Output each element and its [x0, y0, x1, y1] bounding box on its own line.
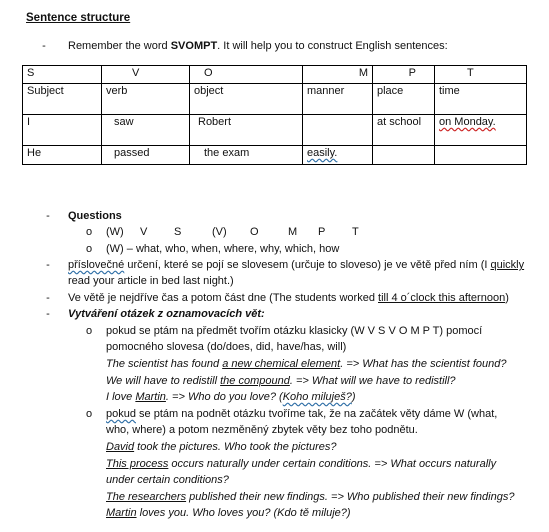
table-cell: verb	[102, 84, 190, 115]
circle-bullet-icon: o	[85, 243, 93, 255]
example-text: occurs naturally under certain conditions. => What occurs naturally	[168, 458, 497, 470]
table-row-labels	[23, 84, 527, 115]
sub2-line2: who, where) a potom nezměněný zbytek věty bez toho podnětu.	[106, 424, 418, 436]
example-subject: The researchers	[106, 491, 187, 503]
intro-suffix: . It will help you to construct English sentences:	[217, 40, 448, 52]
circle-bullet-icon: o	[85, 408, 93, 420]
example-line	[106, 375, 456, 387]
adverb-note-line2: read your article in bed last night.)	[68, 275, 234, 287]
table-cell	[435, 146, 527, 165]
example-object: a new chemical element	[222, 358, 341, 370]
time-note	[68, 292, 509, 304]
example-subject: David	[106, 441, 135, 453]
sub1-line1: pokud se ptám na předmět tvořím otázku klasicky (W V S V O M P T) pomocí	[106, 325, 483, 337]
table-cell: T	[435, 66, 527, 84]
table-cell: the exam	[190, 146, 303, 165]
example-text: I love	[106, 391, 136, 403]
table-cell: passed	[102, 146, 190, 165]
example-text: loves you. Who loves you? (Kdo tě miluje?)	[136, 507, 351, 519]
intro-prefix: Remember the word	[68, 40, 171, 52]
table-cell: manner	[303, 84, 373, 115]
table-cell: saw	[102, 115, 190, 146]
question-words-line: (W) – what, who, when, where, why, which, how	[106, 243, 340, 255]
example-line	[106, 358, 507, 370]
example-subject: Martin	[106, 507, 137, 519]
example-text: . => Who do you love? (	[165, 391, 283, 403]
dash-bullet: -	[42, 40, 46, 52]
sub2-text: se ptám na podnět otázku tvoříme tak, že na začátek věty dáme W (what,	[135, 408, 498, 420]
question-order-item: T	[352, 226, 359, 238]
time-text-end: )	[505, 292, 509, 304]
question-order-line	[106, 226, 359, 238]
example-line	[106, 458, 496, 470]
questions-heading: Questions	[68, 210, 122, 222]
table-row	[23, 115, 527, 146]
question-order-item: S	[174, 226, 182, 238]
question-order-item: M	[288, 226, 298, 238]
table-cell: easily.	[303, 146, 373, 165]
example-object: the compound	[220, 375, 290, 387]
example-text: We will have to redistill	[106, 375, 221, 387]
section-heading: Vytváření otázek z oznamovacích vět:	[68, 308, 265, 320]
example-text: . => What will we have to redistill?	[289, 375, 456, 387]
question-order-item: (V)	[212, 226, 227, 238]
adverb-note	[68, 259, 524, 271]
table-cell: object	[190, 84, 303, 115]
table-row	[23, 146, 527, 165]
table-cell: time	[435, 84, 527, 115]
example-text: published their new findings. => Who published their new findings?	[186, 491, 515, 503]
table-row-letters	[23, 66, 527, 84]
sub1-line2: pomocného slovesa (do/does, did, have/has, will)	[106, 341, 347, 353]
question-order-item: (W)	[106, 226, 124, 238]
adverb-text: určení, které se pojí se slovesem (určuje to sloveso) je ve větě před ním (I	[124, 259, 491, 271]
example-text: )	[351, 391, 356, 403]
dash-bullet: -	[46, 210, 50, 222]
question-order-item: P	[318, 226, 326, 238]
table-cell: S	[23, 66, 102, 84]
page-title: Sentence structure	[26, 12, 131, 24]
question-order-item: O	[250, 226, 259, 238]
table-cell	[303, 115, 373, 146]
sub2-line1	[106, 408, 497, 420]
example-text: The scientist has found	[106, 358, 223, 370]
time-example: till 4 o´clock this afternoon	[378, 292, 506, 304]
table-cell: He	[23, 146, 102, 165]
example-text: took the pictures. Who took the pictures?	[134, 441, 337, 453]
dash-bullet: -	[46, 308, 50, 320]
table-cell	[373, 146, 435, 165]
table-cell: place	[373, 84, 435, 115]
table-cell: O	[190, 66, 303, 84]
dash-bullet: -	[46, 292, 50, 304]
dash-bullet: -	[46, 259, 50, 271]
table-cell: at school	[373, 115, 435, 146]
table-cell: Subject	[23, 84, 102, 115]
example-text: . => What has the scientist found?	[340, 358, 507, 370]
example-translation: Koho miluješ?	[282, 391, 352, 403]
table-cell: P	[373, 66, 435, 84]
example-line	[106, 441, 337, 453]
table-cell: Robert	[190, 115, 303, 146]
example-line	[106, 491, 514, 503]
question-order-item: V	[140, 226, 148, 238]
example-line-continued: under certain conditions?	[106, 474, 229, 486]
circle-bullet-icon: o	[85, 226, 93, 238]
example-line	[106, 507, 351, 519]
intro-text	[68, 40, 448, 52]
example-line	[106, 391, 355, 403]
table-cell: I	[23, 115, 102, 146]
circle-bullet-icon: o	[85, 325, 93, 337]
table-cell: V	[102, 66, 190, 84]
adverb-example: quickly	[490, 259, 525, 271]
time-text: Ve větě je nejdříve čas a potom část dne (The students worked	[68, 292, 379, 304]
svompt-word: SVOMPT	[170, 40, 218, 52]
example-subject: This process	[106, 458, 169, 470]
adverb-word: příslovečné	[68, 259, 125, 271]
svompt-table	[22, 65, 527, 165]
example-object: Martin	[135, 391, 166, 403]
table-cell: M	[303, 66, 373, 84]
sub2-first-word: pokud	[106, 408, 136, 420]
table-cell: on Monday.	[435, 115, 527, 146]
